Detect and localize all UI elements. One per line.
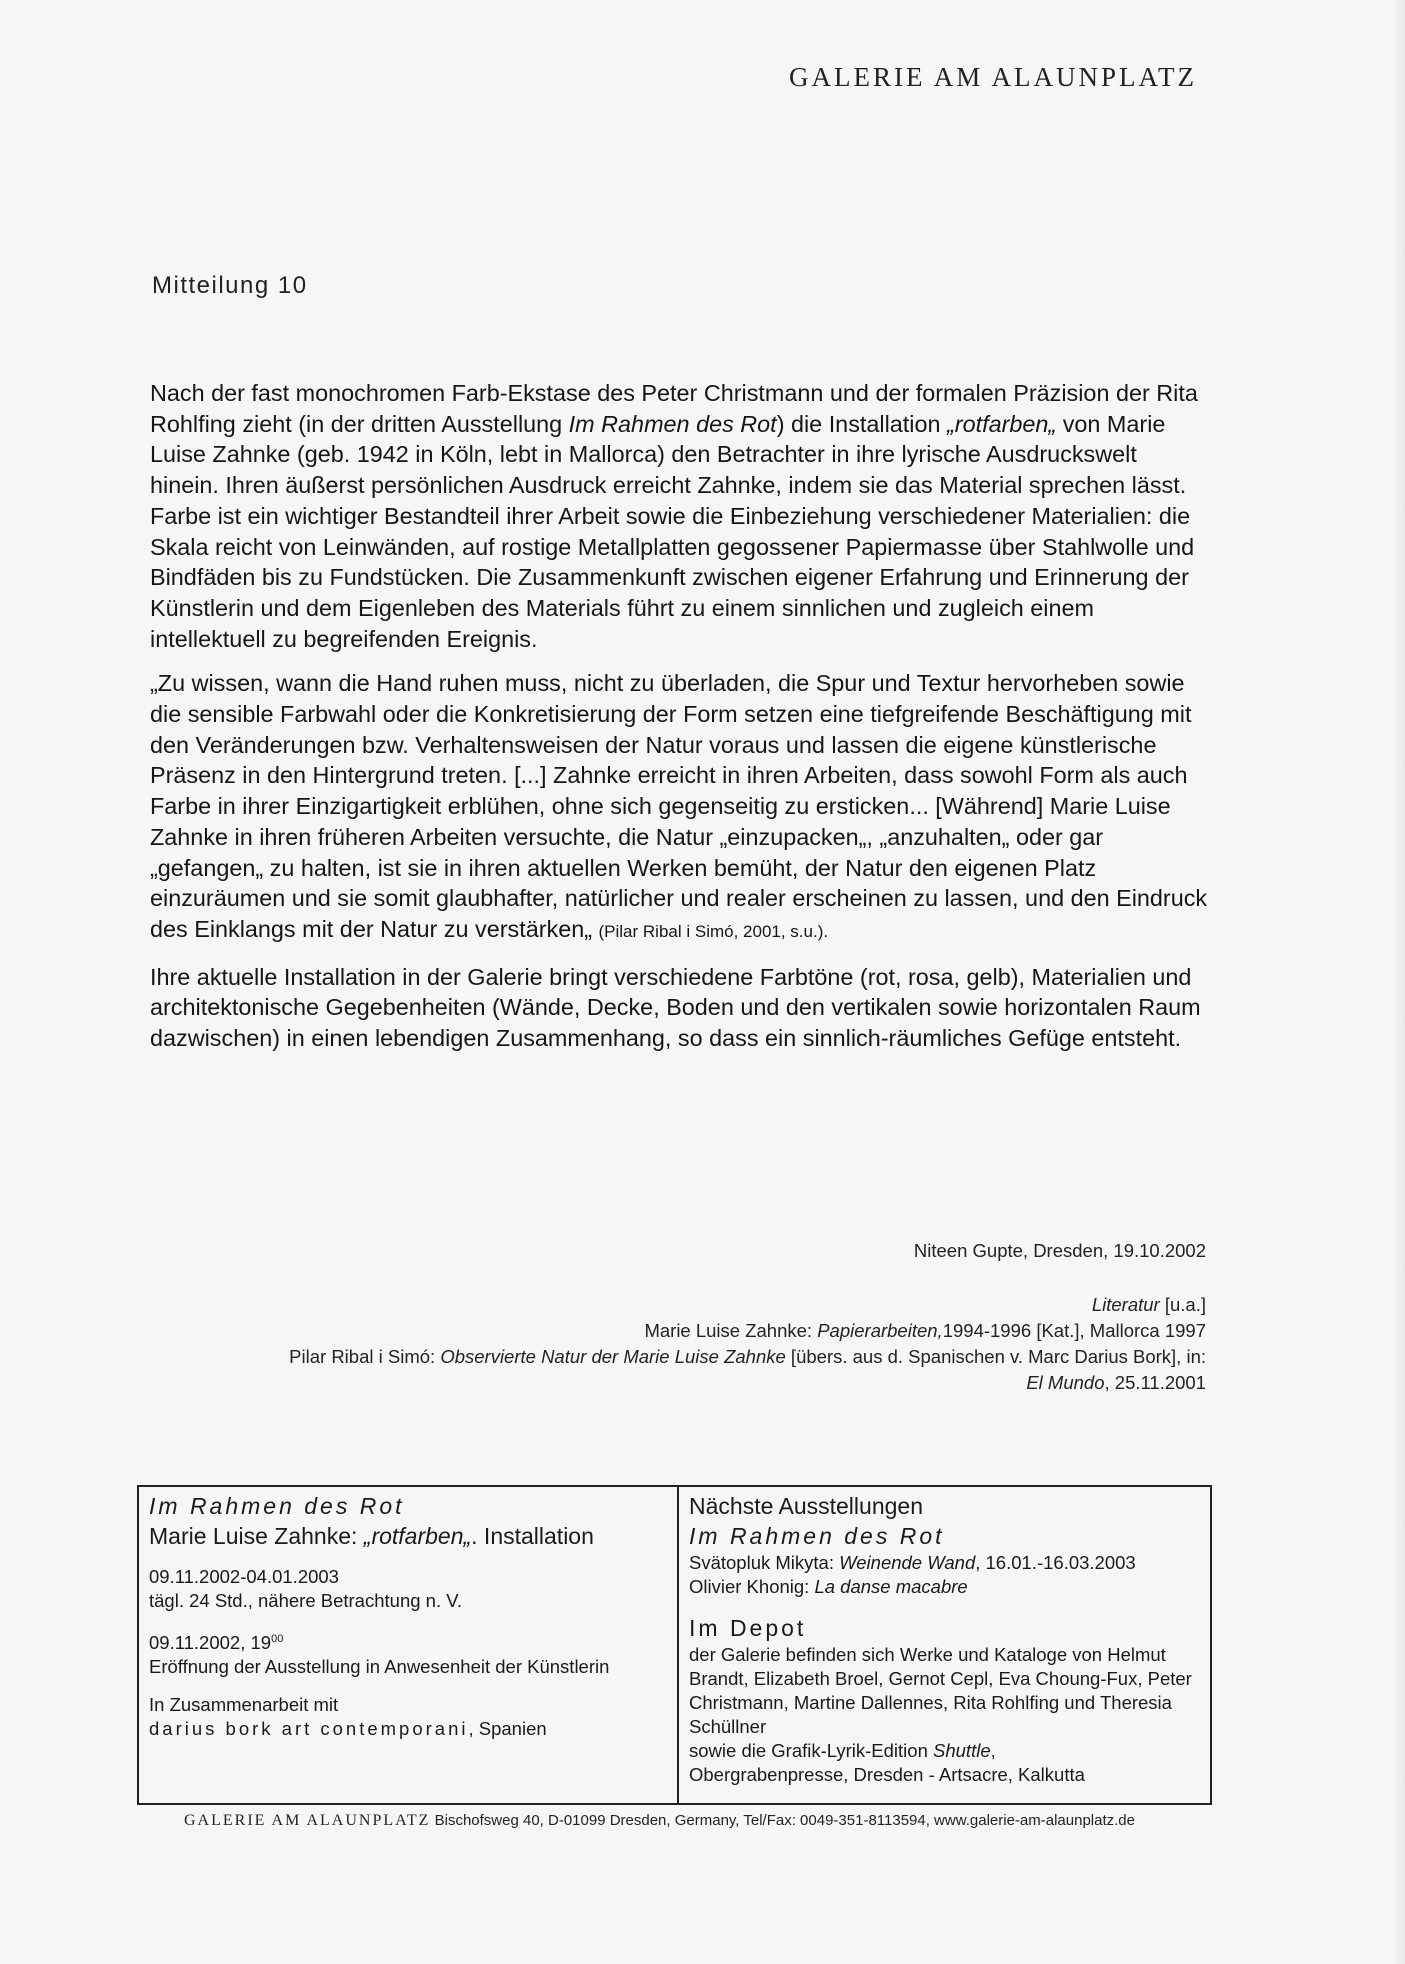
- upcoming-series: [689, 1521, 1200, 1551]
- paragraph-1: [150, 378, 1210, 654]
- depot-heading: Im Depot: [689, 1615, 807, 1641]
- partner-country: , Spanien: [468, 1718, 547, 1740]
- paragraph-1-text-b: ) die Installation: [776, 410, 948, 437]
- page-title: Mitteilung 10: [152, 272, 308, 299]
- installation-title: „rotfarben„: [947, 410, 1057, 437]
- paragraph-1-text-a: Nach der fast monochromen Farb-Ekstase des Peter Christmann und der formalen Präzision der Rita Rohlfing zieht (in der dritten Ausstellung: [150, 380, 1198, 437]
- paragraph-2-quote: [150, 668, 1210, 947]
- edition-label: sowie die Grafik-Lyrik-Edition: [689, 1740, 934, 1761]
- literature-heading-rest: [u.a.]: [1159, 1294, 1206, 1315]
- ref2-author: Pilar Ribal i Simó:: [289, 1346, 441, 1367]
- exhibition-series: [149, 1491, 667, 1521]
- footer-address: [184, 1812, 1135, 1830]
- exhibition-series-title: Im Rahmen des Rot: [149, 1493, 405, 1519]
- depot-text: der Galerie befinden sich Werke und Kataloge von Helmut Brandt, Elizabeth Broel, Gernot Cepl, Eva Choung-Fux, Peter Christmann, Martine Dallennes, Rita Rohlfing und Theresia Schüllner: [689, 1644, 1192, 1737]
- upcoming-item-1: [689, 1551, 1200, 1575]
- upcoming-heading: Nächste Ausstellungen: [689, 1493, 923, 1519]
- opening-date: [149, 1627, 667, 1655]
- ref1-author: Marie Luise Zahnke:: [644, 1320, 818, 1341]
- literature-heading: [106, 1292, 1206, 1318]
- next2-work: La danse macabre: [814, 1576, 968, 1597]
- literature-ref-1: [106, 1318, 1206, 1344]
- current-exhibition-column: [139, 1487, 679, 1803]
- work-type: . Installation: [471, 1523, 594, 1549]
- upcoming-series-title: Im Rahmen des Rot: [689, 1523, 945, 1549]
- exhibition-title: Im Rahmen des Rot: [568, 410, 777, 437]
- literature-list: [106, 1292, 1206, 1396]
- gallery-name: GALERIE AM ALAUNPLATZ: [789, 62, 1197, 92]
- artist-name: Marie Luise Zahnke:: [149, 1523, 364, 1549]
- opening-hours: tägl. 24 Std., nähere Betrachtung n. V.: [149, 1590, 463, 1611]
- quote-text: „Zu wissen, wann die Hand ruhen muss, nicht zu überladen, die Spur und Textur hervorheben sowie die sensible Farbwahl oder die Konkretisierung der Form setzen eine tiefgreifende Beschäftigung mit den Veränderungen bzw. Verhaltensweisen der Natur voraus und lassen die eigene künstlerische Präsenz in den Hintergrund treten. [...] Zahnke erreicht in ihren Arbeiten, dass sowohl Form als auch Farbe in ihrer Einzigartigkeit erblühen, ohne sich gegenseitig zu ersticken... [Während] Marie Luise Zahnke in ihren früheren Arbeiten versuchte, die Natur „einzupacken„, „anzuhalten„ oder gar „gefangen„ zu halten, ist sie in ihren aktuellen Werken bemüht, der Natur den eigenen Platz einzuräumen und sie somit glaubhafter, natürlicher und realer erscheinen zu lassen, und den Eindruck des Einklangs mit der Natur zu verstärken„: [150, 670, 1208, 942]
- ref2-title: Observierte Natur der Marie Luise Zahnke: [440, 1346, 786, 1367]
- next2-artist: Olivier Khonig:: [689, 1576, 815, 1597]
- opening-time-minutes: 00: [271, 1633, 284, 1645]
- ref3-date: , 25.11.2001: [1104, 1372, 1206, 1393]
- exhibition-dates: 09.11.2002-04.01.2003: [149, 1566, 339, 1587]
- exhibition-info-box: [137, 1485, 1212, 1805]
- partner-name: darius bork art contemporani: [149, 1718, 469, 1740]
- opening-date-text: 09.11.2002, 19: [149, 1632, 272, 1654]
- next1-dates: , 16.01.-16.03.2003: [975, 1552, 1136, 1573]
- literature-ref-2: [106, 1344, 1206, 1370]
- footer-gallery-name: GALERIE AM ALAUNPLATZ: [184, 1812, 431, 1829]
- work-title: „rotfarben„: [363, 1523, 472, 1549]
- edition-comma: ,: [990, 1740, 996, 1761]
- depot-presses: Obergrabenpresse, Dresden - Artsacre, Kalkutta: [689, 1764, 1085, 1785]
- ref2-details: [übers. aus d. Spanischen v. Marc Darius Bork], in:: [785, 1346, 1206, 1367]
- paragraph-1-text-c: von Marie Luise Zahnke (geb. 1942 in Köln, lebt in Mallorca) den Betrachter in ihre lyrische Ausdruckswelt hinein. Ihren äußerst persönlichen Ausdruck erreicht Zahnke, indem sie das Material sprechen lässt. Farbe ist ein wichtiger Bestandteil ihrer Arbeit sowie die Einbeziehung verschiedener Materialien: die Skala reicht von Leinwänden, auf rostige Metallplatten gegossener Papiermasse über Stahlwolle und Bindfäden bis zu Fundstücken. Die Zusammenkunft zwischen eigener Erfahrung und Erinnerung der Künstlerin und dem Eigenleben des Materials führt zu einem sinnlichen und zugleich einem intellektuell zu begreifenden Ereignis.: [150, 410, 1195, 652]
- exhibition-artist-work: [149, 1521, 667, 1551]
- next1-work: Weinende Wand: [839, 1552, 976, 1573]
- cooperation-label: In Zusammenarbeit mit: [149, 1694, 339, 1716]
- upcoming-item-2: [689, 1575, 1200, 1599]
- cooperation-partner: [149, 1717, 667, 1741]
- footer-contact: Bischofsweg 40, D-01099 Dresden, Germany, Tel/Fax: 0049-351-8113594, www.galerie-am-alaunplatz.de: [430, 1812, 1135, 1829]
- next1-artist: Svätopluk Mikyta:: [689, 1552, 840, 1573]
- quote-citation: (Pilar Ribal i Simó, 2001, s.u.).: [598, 921, 829, 941]
- depot-edition: [689, 1739, 1200, 1763]
- article-body: [150, 378, 1210, 1068]
- ref1-title: Papierarbeiten,: [817, 1320, 943, 1341]
- opening-description: Eröffnung der Ausstellung in Anwesenheit der Künstlerin: [149, 1656, 610, 1678]
- literature-heading-em: Literatur: [1091, 1294, 1160, 1315]
- page-edge-shadow: [1393, 0, 1405, 1964]
- author-signature: Niteen Gupte, Dresden, 19.10.2002: [913, 1240, 1206, 1261]
- edition-title: Shuttle: [933, 1740, 991, 1761]
- paragraph-3: Ihre aktuelle Installation in der Galerie bringt verschiedene Farbtöne (rot, rosa, gelb), Materialien und architektonische Gegebenheiten (Wände, Decke, Boden und den vertikalen sowie horizontalen Raum dazwischen) in einen lebendigen Zusammenhang, so dass ein sinnlich-räumliches Gefüge entsteht.: [150, 963, 1201, 1052]
- ref3-source: El Mundo: [1026, 1372, 1105, 1393]
- ref1-details: 1994-1996 [Kat.], Mallorca 1997: [942, 1320, 1206, 1341]
- literature-ref-3: [106, 1370, 1206, 1396]
- upcoming-exhibitions-column: [679, 1487, 1210, 1803]
